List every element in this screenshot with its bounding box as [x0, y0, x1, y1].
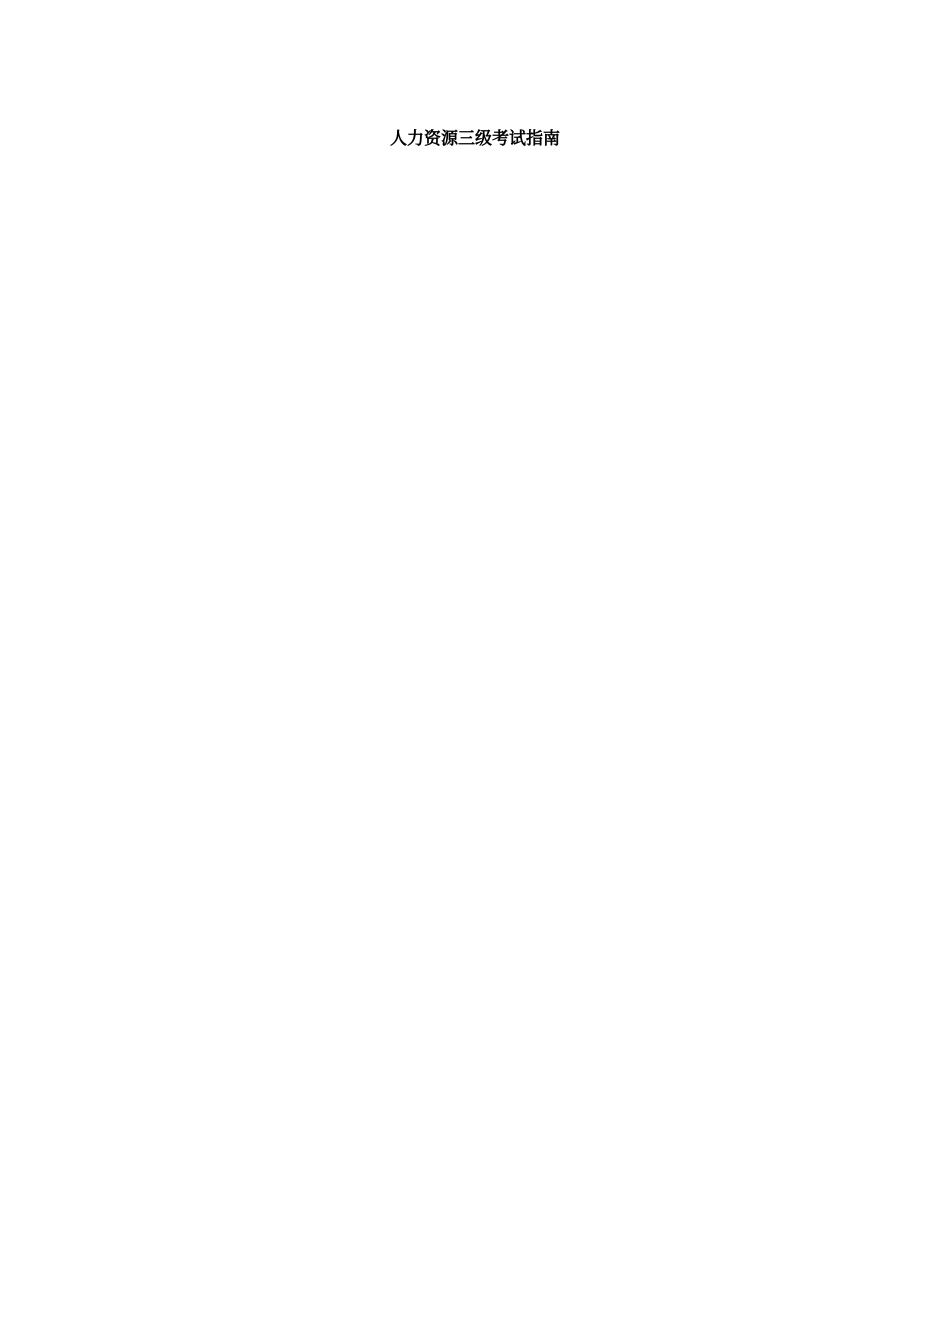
document-title: 人力资源三级考试指南 [390, 129, 560, 149]
